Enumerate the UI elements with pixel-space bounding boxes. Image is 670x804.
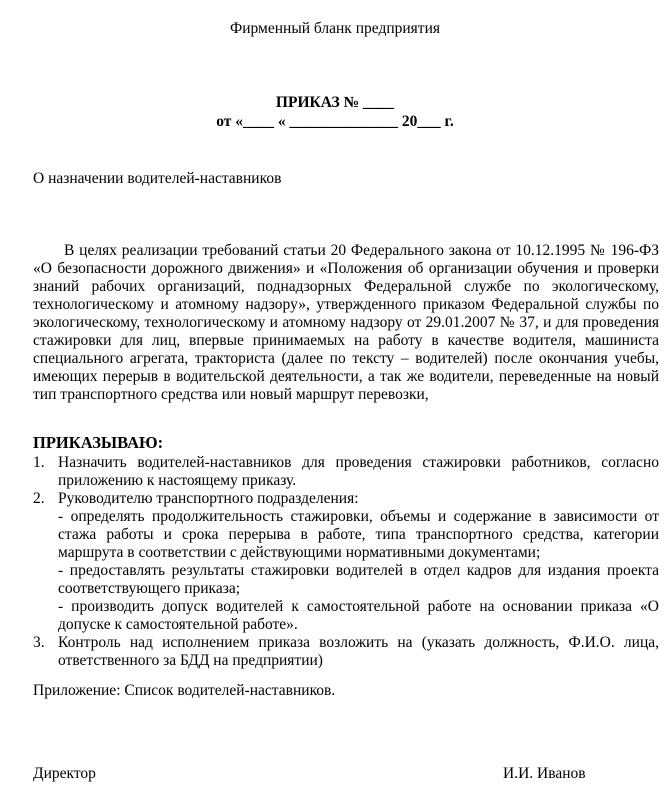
order-subject: О назначении водителей-наставников	[33, 170, 282, 187]
appendix-note: Приложение: Список водителей-наставников.	[33, 682, 336, 699]
item-number: 3.	[33, 634, 45, 651]
order-date: от «____ « ______________ 20___ г.	[216, 113, 454, 130]
item-text: Назначить водителей-наставников для проведения стажировки работников, согласно приложению к настоящему приказу.	[58, 454, 659, 489]
item-number: 1.	[33, 454, 45, 471]
order-word: ПРИКАЗЫВАЮ:	[33, 433, 164, 452]
item-text: Руководителю транспортного подразделения:	[58, 490, 359, 507]
subitem-duration: - определять продолжительность стажировки, объемы и содержание в зависимости от стажа работы и срока перерыва в работе, типа транспортного средства, категории маршрута в соответствии с действующими нормативными документами;	[58, 508, 659, 561]
subitem-results: - предоставлять результаты стажировки водителей в отдел кадров для издания проекта соответствующего приказа;	[58, 562, 659, 597]
item-text: Контроль над исполнением приказа возложить на (указать должность, Ф.И.О. лица, ответственного за БДД на предприятии)	[58, 634, 659, 669]
signature-name: И.И. Иванов	[503, 765, 586, 782]
signature-position: Директор	[33, 765, 96, 782]
letterhead: Фирменный бланк предприятия	[229, 20, 440, 37]
item-number: 2.	[33, 490, 45, 507]
order-item-3	[33, 634, 659, 670]
order-item-2	[33, 490, 659, 634]
subitem-admission: - производить допуск водителей к самостоятельной работе на основании приказа «О допуске к самостоятельной работе».	[58, 598, 659, 633]
order-title: ПРИКАЗ № ____	[275, 94, 395, 111]
preamble-paragraph: В целях реализации требований статьи 20 Федерального закона от 10.12.1995 № 196-ФЗ «О безопасности дорожного движения» и «Положения об организации обучения и проверки знаний рабочих организаций, поднадзорных Федеральной службе по экологическому, технологическому и атомному надзору», утвержденного приказом Федеральной службы по экологическому, технологическому и атомному надзору от 29.01.2007 № 37, и для проведения стажировки для лиц, впервые принимаемых на работу в качестве водителя, машиниста специального агрегата, тракториста (далее по тексту – водителей) после окончания учебы, имеющих перерыв в водительской деятельности, а так же водители, переведенные на новый тип транспортного средства или новый маршрут перевозки,	[33, 242, 659, 403]
order-item-1	[33, 454, 659, 490]
